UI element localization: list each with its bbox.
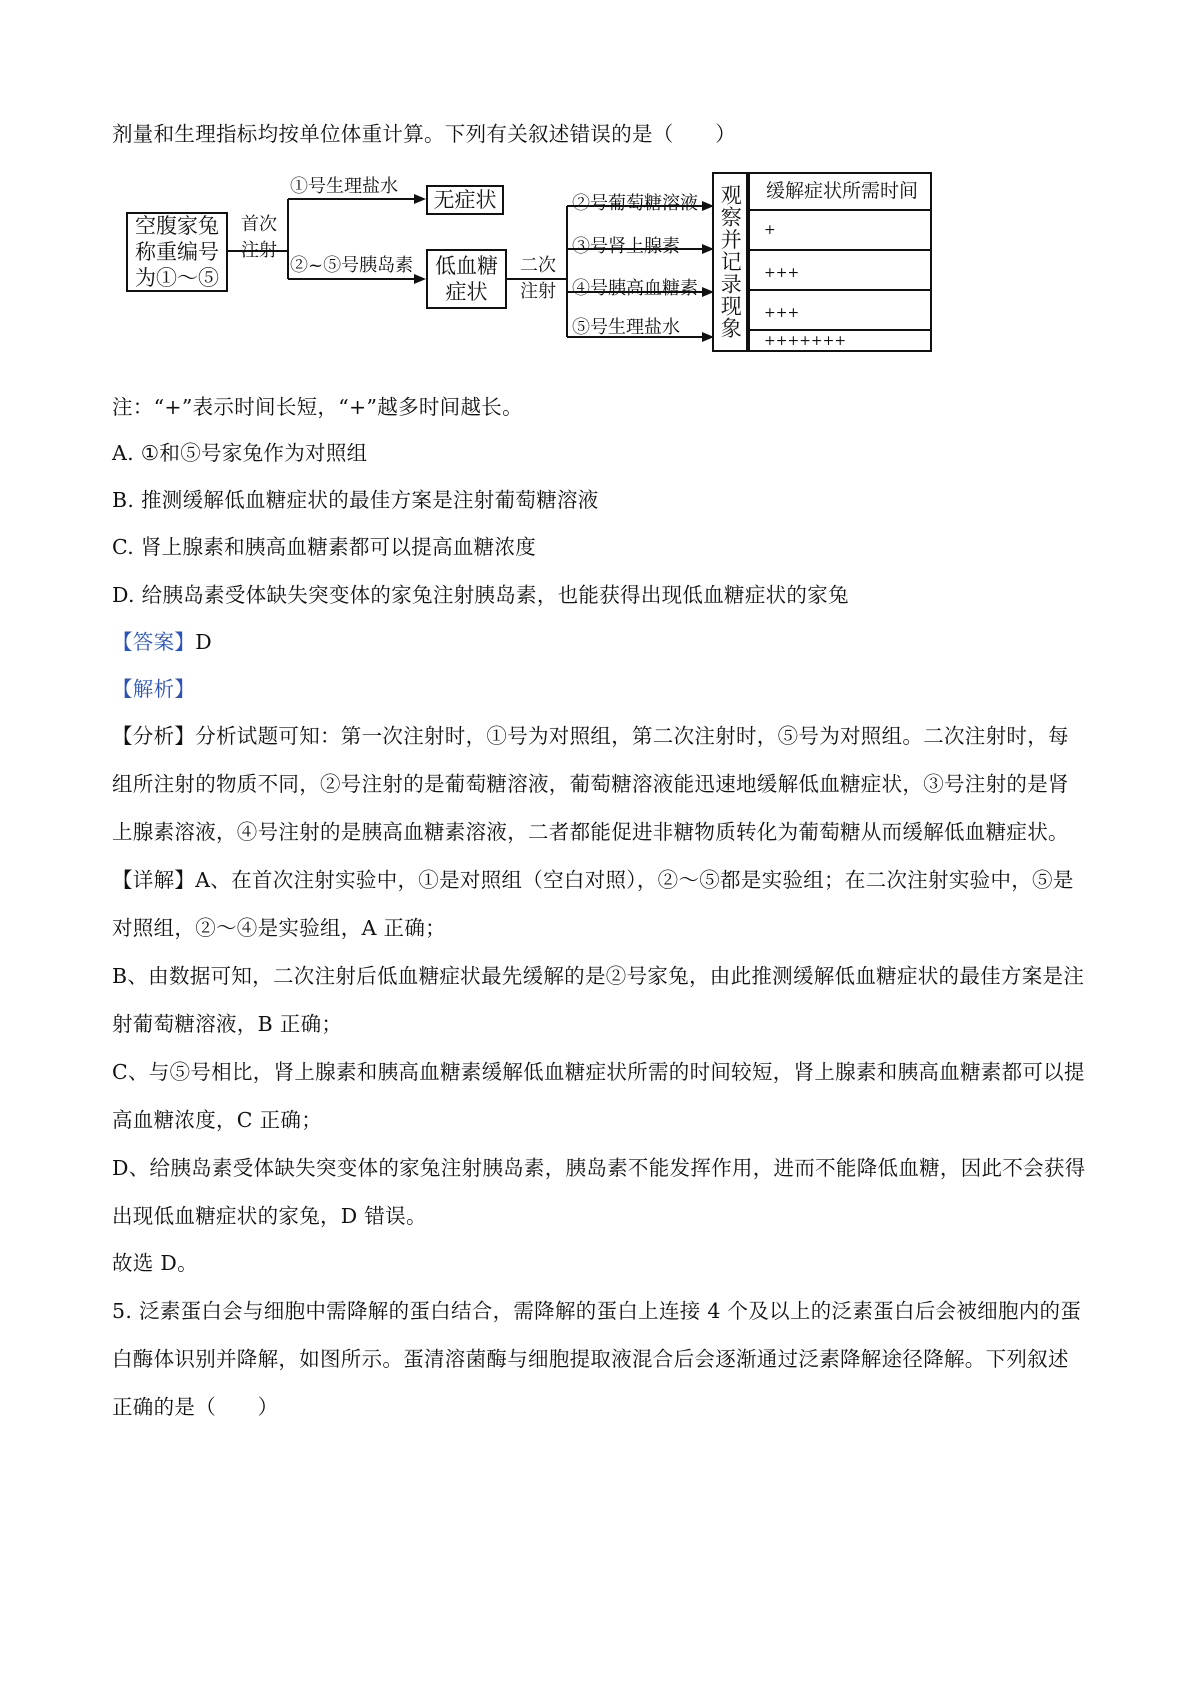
option-a: A. ①和⑤号家兔作为对照组 xyxy=(112,441,368,465)
branch-insulin-label: ②~⑤号胰岛素 xyxy=(290,255,414,276)
branch-saline-label: ①号生理盐水 xyxy=(290,176,398,197)
diagram-note: 注：“+”表示时间长短，“+”越多时间越长。 xyxy=(112,395,523,419)
question5-line: 正确的是（ ） xyxy=(112,1395,279,1419)
table-header: 缓解症状所需时间 xyxy=(766,180,919,202)
first-injection-label: 首次 注射 xyxy=(241,214,277,261)
diagram-connectors xyxy=(0,0,1200,360)
detail-line: 射葡萄糖溶液，B 正确； xyxy=(112,1012,343,1036)
table-row: +++ xyxy=(750,249,930,289)
detail-line: 对照组，②～④是实验组，A 正确； xyxy=(112,916,446,940)
detail-line: B、由数据可知，二次注射后低血糖症状最先缓解的是②号家兔，由此推测缓解低血糖症状的最佳方案是注 xyxy=(112,964,1085,988)
detail-line: C、与⑤号相比，肾上腺素和胰高血糖素缓解低血糖症状所需的时间较短，肾上腺素和胰高血糖素都可以提 xyxy=(112,1060,1085,1084)
option-d: D. 给胰岛素受体缺失突变体的家兔注射胰岛素，也能获得出现低血糖症状的家兔 xyxy=(112,583,849,607)
no-symptom-box: 无症状 xyxy=(426,185,504,215)
answer-value: D xyxy=(195,630,212,654)
analysis-line: 组所注射的物质不同，②号注射的是葡萄糖溶液，葡萄糖溶液能迅速地缓解低血糖症状，③号注射的是肾 xyxy=(112,772,1069,796)
answer-label: 【答案】 xyxy=(112,630,196,654)
analysis-label: 【解析】 xyxy=(112,677,196,701)
start-box xyxy=(126,212,228,292)
observe-record-box: 观察并记录现象 xyxy=(712,172,748,352)
table-row: +++++++ xyxy=(750,329,930,350)
table-row: +++ xyxy=(750,289,930,329)
option-c: C. 肾上腺素和胰高血糖素都可以提高血糖浓度 xyxy=(112,535,537,559)
analysis-heading xyxy=(112,674,195,704)
conclusion-line: 故选 D。 xyxy=(112,1251,198,1275)
hypoglycemia-box: 低血糖 症状 xyxy=(426,249,507,309)
table-row: + xyxy=(750,209,930,249)
start-box-line: 称重编号 xyxy=(135,240,219,264)
branch-adrenaline-label: ③号肾上腺素 xyxy=(572,236,680,257)
detail-line: 【详解】A、在首次注射实验中，①是对照组（空白对照），②～⑤都是实验组；在二次注射实验中，⑤是 xyxy=(112,868,1074,892)
start-box-line: 空腹家兔 xyxy=(135,214,219,238)
detail-line: 高血糖浓度，C 正确； xyxy=(112,1108,323,1132)
second-injection-label: 二次 注射 xyxy=(520,255,556,302)
start-box-line: 为①～⑤ xyxy=(135,266,219,290)
analysis-line: 【分析】分析试题可知：第一次注射时，①号为对照组，第二次注射时，⑤号为对照组。二次注射时，每 xyxy=(112,724,1069,748)
analysis-line: 上腺素溶液，④号注射的是胰高血糖素溶液，二者都能促进非糖物质转化为葡萄糖从而缓解低血糖症状。 xyxy=(112,820,1069,844)
branch-saline-2-label: ⑤号生理盐水 xyxy=(572,317,680,338)
detail-line: 出现低血糖症状的家兔，D 错误。 xyxy=(112,1204,427,1228)
branch-glucagon-label: ④号胰高血糖素 xyxy=(572,278,698,299)
result-table xyxy=(748,172,932,352)
detail-line: D、给胰岛素受体缺失突变体的家兔注射胰岛素，胰岛素不能发挥作用，进而不能降低血糖，因此不会获得 xyxy=(112,1156,1086,1180)
branch-glucose-label: ②号葡萄糖溶液 xyxy=(572,193,698,214)
answer-line xyxy=(112,627,212,657)
question5-line: 5. 泛素蛋白会与细胞中需降解的蛋白结合，需降解的蛋白上连接 4 个及以上的泛素蛋白后会被细胞内的蛋 xyxy=(112,1299,1082,1323)
experiment-flow-diagram xyxy=(0,0,1200,360)
option-b: B. 推测缓解低血糖症状的最佳方案是注射葡萄糖溶液 xyxy=(112,488,599,512)
question5-line: 白酶体识别并降解，如图所示。蛋清溶菌酶与细胞提取液混合后会逐渐通过泛素降解途径降解。下列叙述 xyxy=(112,1347,1069,1371)
question-stem-line: 剂量和生理指标均按单位体重计算。下列有关叙述错误的是（ ） xyxy=(112,122,736,146)
